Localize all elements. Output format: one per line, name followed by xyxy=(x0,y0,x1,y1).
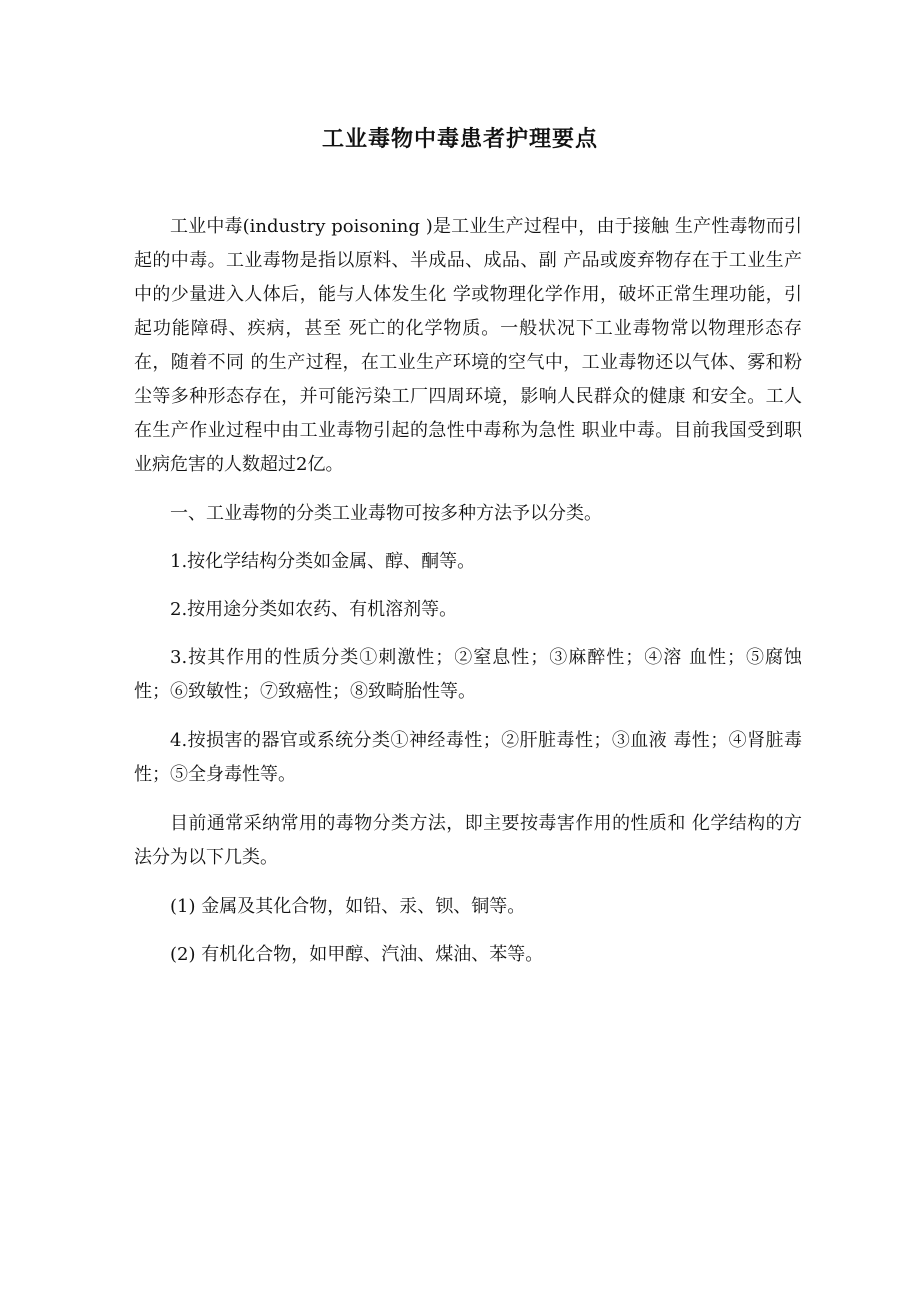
list-item-action-nature: 3.按其作用的性质分类①刺激性；②窒息性；③麻醉性；④溶 血性；⑤腐蚀性；⑥致敏性；⑦致癌性；⑧致畸胎性等。 xyxy=(134,647,802,702)
classification-method-paragraph: 目前通常采纳常用的毒物分类方法，即主要按毒害作用的性质和 化学结构的方法分为以下几类。 xyxy=(134,813,802,868)
category-metals: (1) 金属及其化合物，如铅、汞、钡、铜等。 xyxy=(170,896,526,917)
page-title: 工业毒物中毒患者护理要点 xyxy=(321,126,598,152)
category-organic-compounds: (2) 有机化合物，如甲醇、汽油、煤油、苯等。 xyxy=(170,944,544,965)
list-item-usage: 2.按用途分类如农药、有机溶剂等。 xyxy=(170,599,458,620)
intro-paragraph: 工业中毒(industry poisoning )是工业生产过程中，由于接触 生产性毒物而引起的中毒。工业毒物是指以原料、半成品、成品、副 产品或废弃物存在于工业生产中的少量进入人体后，能与人体发生化 学或物理化学作用，破坏正常生理功能，引起功能障碍、疾病，甚至 死亡的化学物质。一般状况下工业毒物常以物理形态存在，随着不同 的生产过程，在工业生产环境的空气中，工业毒物还以气体、雾和粉 尘等多种形态存在，并可能污染工厂四周环境，影响人民群众的健康 和安全。工人在生产作业过程中由工业毒物引起的急性中毒称为急性 职业中毒。目前我国受到职业病危害的人数超过2亿。 xyxy=(134,216,802,475)
section-heading-classification: 一、工业毒物的分类工业毒物可按多种方法予以分类。 xyxy=(170,503,602,524)
document-body xyxy=(134,210,802,986)
list-item-chemical-structure: 1.按化学结构分类如金属、醇、酮等。 xyxy=(170,551,476,572)
list-item-organ-system: 4.按损害的器官或系统分类①神经毒性；②肝脏毒性；③血液 毒性；④肾脏毒性；⑤全身毒性等。 xyxy=(134,730,802,785)
